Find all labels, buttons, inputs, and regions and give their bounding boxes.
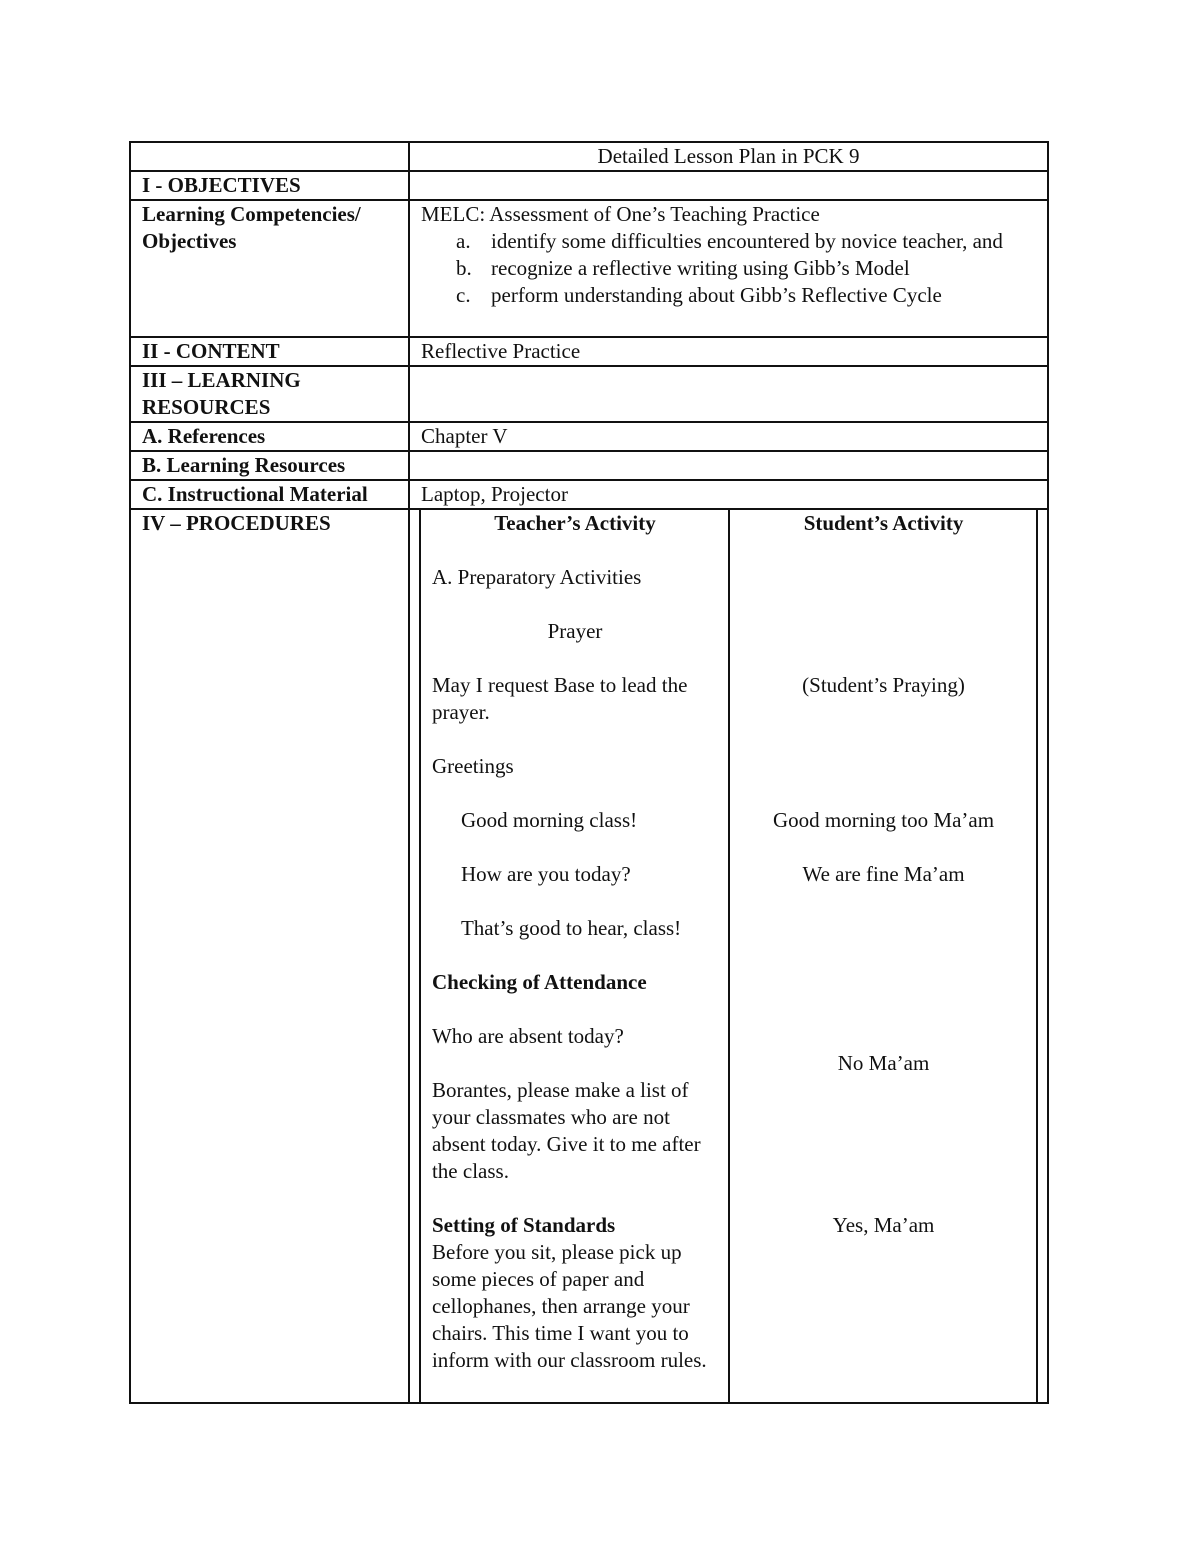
learning-resources-label-line2: RESOURCES	[142, 395, 271, 419]
references-label: A. References	[130, 422, 409, 451]
competencies-label-line1: Learning Competencies/	[142, 202, 361, 226]
objective-item	[421, 255, 1047, 282]
procedures-label: IV – PROCEDURES	[130, 509, 409, 1403]
objective-marker: c.	[456, 283, 471, 307]
competencies-label-line2: Objectives	[142, 229, 237, 253]
learning-resources-row	[130, 366, 1048, 422]
melc-text: MELC: Assessment of One’s Teaching Practice	[421, 202, 820, 226]
attendance-heading: Checking of Attendance	[431, 970, 647, 994]
teacher-activity-header: Teacher’s Activity	[494, 511, 656, 535]
preparatory-activities: A. Preparatory Activities	[431, 565, 642, 589]
greetings-heading: Greetings	[431, 754, 514, 778]
objective-text: identify some difficulties encountered by novice teacher, and	[491, 229, 1003, 253]
fine-reply: We are fine Ma’am	[802, 862, 965, 886]
objective-item	[421, 282, 1047, 309]
document-title: Detailed Lesson Plan in PCK 9	[409, 142, 1048, 171]
good-morning-text: Good morning class!	[460, 808, 638, 832]
instructional-value: Laptop, Projector	[409, 480, 1048, 509]
references-value: Chapter V	[409, 422, 1048, 451]
objective-text: recognize a reflective writing using Gibb’s Model	[491, 256, 910, 280]
objectives-list	[421, 228, 1047, 309]
how-are-you-text: How are you today?	[460, 862, 631, 886]
good-morning-reply: Good morning too Ma’am	[772, 808, 995, 832]
no-maam-reply: No Ma’am	[837, 1051, 930, 1075]
competencies-content	[409, 200, 1048, 337]
procedures-cell	[409, 509, 1048, 1403]
content-value: Reflective Practice	[409, 337, 1048, 366]
standards-text: Before you sit, please pick up some pieces of paper and cellophanes, then arrange your chairs. This time I want you to inform with our classroom rules.	[431, 1240, 707, 1372]
prayer-heading: Prayer	[547, 619, 603, 643]
content-label: II - CONTENT	[130, 337, 409, 366]
learning-resources-empty-cell	[409, 366, 1048, 422]
procedures-table	[410, 510, 1047, 1402]
student-activity-column	[730, 510, 1038, 1402]
header-row	[130, 142, 1048, 171]
instructional-label: C. Instructional Material	[130, 480, 409, 509]
objective-marker: a.	[456, 229, 471, 253]
procedures-right-gap	[1038, 510, 1047, 1402]
student-activity-header: Student’s Activity	[803, 511, 964, 535]
lesson-plan-table	[129, 141, 1049, 1404]
good-to-hear-text: That’s good to hear, class!	[460, 916, 682, 940]
learning-resources-b-row	[130, 451, 1048, 480]
objective-marker: b.	[456, 256, 472, 280]
standards-heading: Setting of Standards	[431, 1213, 616, 1237]
borantes-text: Borantes, please make a list of your classmates who are not absent today. Give it to me after the class.	[431, 1078, 701, 1183]
procedures-row	[130, 509, 1048, 1403]
instructional-row	[130, 480, 1048, 509]
teacher-activity-column	[421, 510, 730, 1402]
competencies-row	[130, 200, 1048, 337]
learning-resources-label	[130, 366, 409, 422]
objectives-label: I - OBJECTIVES	[130, 171, 409, 200]
objectives-empty-cell	[409, 171, 1048, 200]
request-prayer-text: May I request Base to lead the prayer.	[431, 673, 688, 724]
learning-resources-b-label: B. Learning Resources	[130, 451, 409, 480]
content-row	[130, 337, 1048, 366]
procedures-left-gap	[410, 510, 421, 1402]
objectives-row	[130, 171, 1048, 200]
learning-resources-b-value	[409, 451, 1048, 480]
student-praying-text: (Student’s Praying)	[802, 673, 965, 697]
competencies-label	[130, 200, 409, 337]
objective-item	[421, 228, 1047, 255]
references-row	[130, 422, 1048, 451]
objective-text: perform understanding about Gibb’s Reflective Cycle	[491, 283, 942, 307]
header-empty-cell	[130, 142, 409, 171]
who-absent-text: Who are absent today?	[431, 1024, 624, 1048]
yes-maam-reply: Yes, Ma’am	[832, 1213, 935, 1237]
learning-resources-label-line1: III – LEARNING	[142, 368, 301, 392]
